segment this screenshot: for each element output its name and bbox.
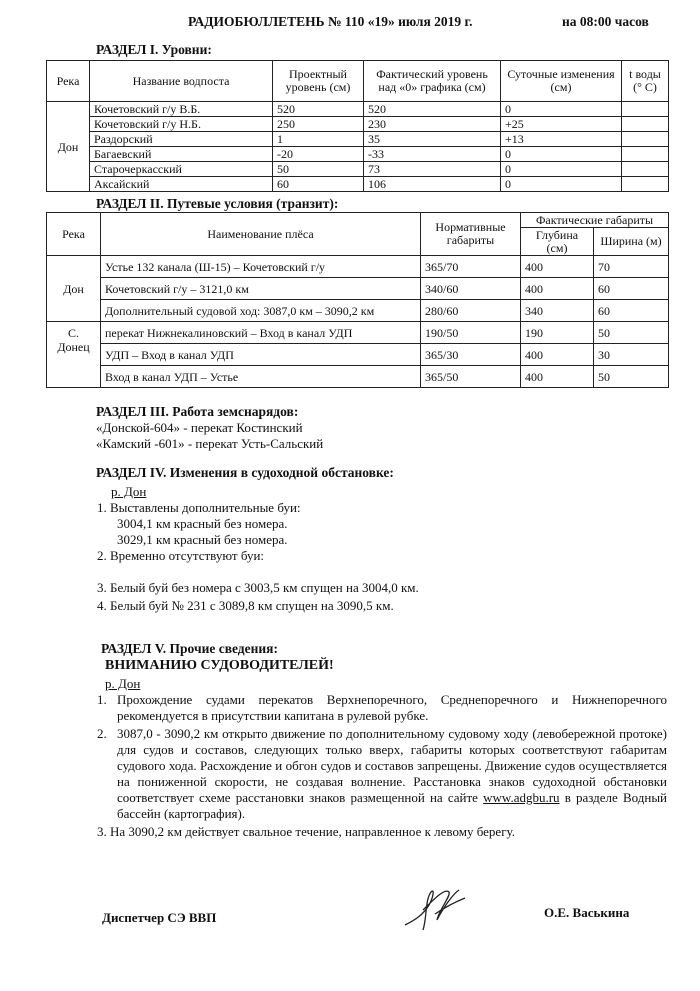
table-row — [47, 162, 669, 177]
dredger-line: «Камский -601» - перекат Усть-Сальский — [96, 436, 324, 451]
bulletin-title: РАДИОБЮЛЛЕТЕНЬ № 110 «19» июля 2019 г. — [188, 14, 473, 29]
table-cell: 0 — [501, 147, 622, 162]
table-cell: 60 — [273, 177, 364, 192]
table-row — [47, 300, 669, 322]
table-cell: 340 — [521, 300, 594, 322]
dispatcher-position: Диспетчер СЭ ВВП — [102, 910, 217, 925]
route-table — [46, 212, 669, 388]
table-cell: перекат Нижнекалиновский – Вход в канал УДП — [101, 322, 421, 344]
table-cell: 0 — [501, 177, 622, 192]
table-cell: 106 — [364, 177, 501, 192]
levels-header-actual: Фактический уровень над «0» графика (см) — [364, 61, 501, 102]
table-cell: 400 — [521, 344, 594, 366]
levels-header-river: Река — [47, 61, 90, 102]
levels-header-change: Суточные изменения (см) — [501, 61, 622, 102]
table-cell — [622, 102, 669, 117]
list-item: 2. Временно отсутствуют буи: — [97, 548, 265, 563]
table-cell: 365/70 — [421, 256, 521, 278]
item-number: 1. — [97, 692, 107, 707]
table-cell: +25 — [501, 117, 622, 132]
item-number: 2. — [97, 726, 107, 741]
table-cell — [622, 117, 669, 132]
table-cell: 60 — [594, 300, 669, 322]
section5-title: РАЗДЕЛ V. Прочие сведения: — [101, 641, 278, 656]
route-header-norm: Нормативные габариты — [421, 213, 521, 256]
notice-item-2-text: 3087,0 - 3090,2 км открыто движение по дополнительному судовому ходу (левобережной протоке) для судов и составов, следующих только вверх, габариты которых соответствуют габаритам судового хода. Расхождение и обгон судов и составов запрещены. Движение судов осуществляется на пониженной скорости, не создавая волнение. Расстановка знаков судоходной обстановки соответствует схеме расстановки знаков размещенной на сайте — [117, 726, 667, 805]
table-cell: Устье 132 канала (Ш-15) – Кочетовский г/у — [101, 256, 421, 278]
table-cell: УДП – Вход в канал УДП — [101, 344, 421, 366]
section4-title: РАЗДЕЛ IV. Изменения в судоходной обстановке: — [96, 465, 394, 480]
table-cell: Кочетовский г/у В.Б. — [90, 102, 273, 117]
route-header-name: Наименование плёса — [101, 213, 421, 256]
levels-header-row — [47, 61, 669, 102]
list-item: 3029,1 км красный без номера. — [117, 532, 288, 547]
levels-table — [46, 60, 669, 192]
table-cell: 73 — [364, 162, 501, 177]
table-cell: 520 — [273, 102, 364, 117]
section2-title: РАЗДЕЛ II. Путевые условия (транзит): — [96, 196, 339, 211]
notice-item-2-text-end: в разделе Водный бассейн (картография). — [117, 790, 668, 821]
table-cell: 50 — [273, 162, 364, 177]
table-cell: 520 — [364, 102, 501, 117]
table-cell: -33 — [364, 147, 501, 162]
table-cell: 280/60 — [421, 300, 521, 322]
levels-header-post: Название водпоста — [90, 61, 273, 102]
table-row — [47, 147, 669, 162]
table-cell: 400 — [521, 278, 594, 300]
notice-item-1: Прохождение судами перекатов Верхнепоречного, Среднепоречного и Нижнепоречного рекомендуется в присутствии капитана в рулевой рубке. — [117, 692, 667, 723]
table-cell: 365/50 — [421, 366, 521, 388]
list-item: 1. Выставлены дополнительные буи: — [97, 500, 301, 515]
table-cell: 60 — [594, 278, 669, 300]
table-cell: +13 — [501, 132, 622, 147]
notice-item-3: 3. На 3090,2 км действует свальное течение, направленное к левому берегу. — [97, 824, 515, 839]
section3-title: РАЗДЕЛ III. Работа земснарядов: — [96, 404, 299, 419]
table-row — [47, 278, 669, 300]
table-cell: 35 — [364, 132, 501, 147]
table-cell: 50 — [594, 366, 669, 388]
table-cell — [622, 147, 669, 162]
adgbu-link[interactable]: www.adgbu.ru — [483, 790, 560, 805]
table-cell — [622, 162, 669, 177]
table-cell: 190 — [521, 322, 594, 344]
levels-river: Дон — [47, 102, 90, 192]
table-cell: Раздорский — [90, 132, 273, 147]
table-cell: Кочетовский г/у Н.Б. — [90, 117, 273, 132]
table-cell: 190/50 — [421, 322, 521, 344]
section5-river: р. Дон — [105, 676, 141, 691]
table-cell: 230 — [364, 117, 501, 132]
route-river-don: Дон — [47, 256, 101, 322]
levels-header-temp: t воды (° С) — [622, 61, 669, 102]
table-cell: 70 — [594, 256, 669, 278]
table-cell: 50 — [594, 322, 669, 344]
table-row — [47, 117, 669, 132]
table-cell: -20 — [273, 147, 364, 162]
route-header-actual: Фактические габариты — [521, 213, 669, 228]
table-cell: Старочеркасский — [90, 162, 273, 177]
signature-image — [395, 880, 475, 940]
table-cell: 1 — [273, 132, 364, 147]
route-header-depth: Глубина (см) — [521, 228, 594, 256]
dispatcher-name: О.Е. Васькина — [544, 905, 630, 920]
table-row — [47, 177, 669, 192]
list-item: 3. Белый буй без номера с 3003,5 км спущен на 3004,0 км. — [97, 580, 419, 595]
list-item: 3004,1 км красный без номера. — [117, 516, 288, 531]
table-cell: 400 — [521, 366, 594, 388]
table-row — [47, 256, 669, 278]
table-cell — [622, 177, 669, 192]
route-river-donets: С. Донец — [47, 322, 101, 388]
table-row — [47, 102, 669, 117]
section4-river: р. Дон — [111, 484, 147, 499]
table-cell: 0 — [501, 162, 622, 177]
table-cell: 400 — [521, 256, 594, 278]
table-cell: Аксайский — [90, 177, 273, 192]
section1-title: РАЗДЕЛ I. Уровни: — [96, 42, 212, 57]
table-cell: 365/30 — [421, 344, 521, 366]
list-item: 4. Белый буй № 231 с 3089,8 км спущен на 3090,5 км. — [97, 598, 394, 613]
dredger-line: «Донской-604» - перекат Костинский — [96, 420, 303, 435]
table-cell: Вход в канал УДП – Устье — [101, 366, 421, 388]
table-cell: 250 — [273, 117, 364, 132]
table-cell: 30 — [594, 344, 669, 366]
table-cell: 0 — [501, 102, 622, 117]
route-header-river: Река — [47, 213, 101, 256]
table-cell — [622, 132, 669, 147]
bulletin-time: на 08:00 часов — [562, 14, 649, 29]
table-row — [47, 344, 669, 366]
table-row — [47, 366, 669, 388]
table-cell: 340/60 — [421, 278, 521, 300]
levels-header-design: Проектный уровень (см) — [273, 61, 364, 102]
table-cell: Дополнительный судовой ход: 3087,0 км – 3090,2 км — [101, 300, 421, 322]
table-cell: Багаевский — [90, 147, 273, 162]
route-header-width: Ширина (м) — [594, 228, 669, 256]
table-cell: Кочетовский г/у – 3121,0 км — [101, 278, 421, 300]
table-row — [47, 322, 669, 344]
attention-heading: ВНИМАНИЮ СУДОВОДИТЕЛЕЙ! — [105, 658, 334, 673]
notice-item-2 — [117, 726, 667, 822]
table-row — [47, 132, 669, 147]
